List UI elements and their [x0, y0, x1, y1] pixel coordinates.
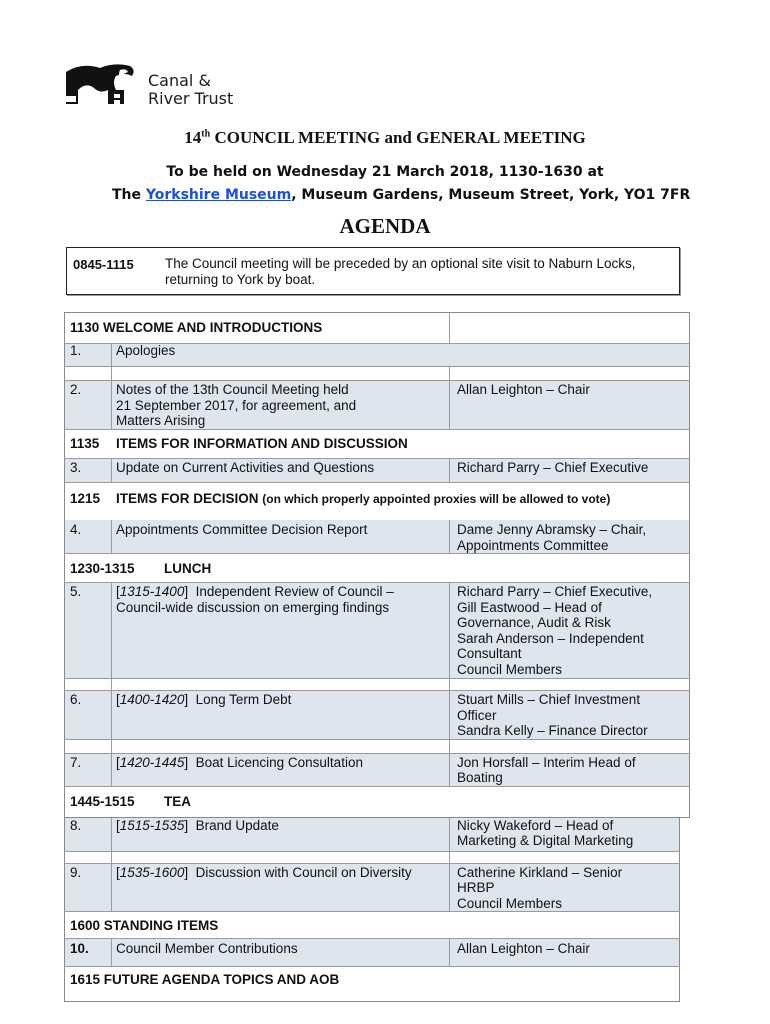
- item-9-time: 1535-1600: [119, 865, 185, 880]
- item-5-desc-1: [1315-1400] Independent Review of Council –: [116, 584, 394, 599]
- item-4-presenter-2: Appointments Committee: [457, 538, 609, 553]
- item-2-desc-1: Notes of the 13th Council Meeting held: [116, 382, 349, 397]
- item-5-presenter-2: Gill Eastwood – Head of: [457, 600, 602, 615]
- agenda-table: [64, 312, 690, 1002]
- logo-line-1: Canal &: [148, 71, 211, 90]
- item-9-desc-text: Discussion with Council on Diversity: [188, 865, 412, 880]
- title-ordinal: 14: [184, 128, 202, 147]
- item-7-desc: [1420-1445] Boat Licencing Consultation: [116, 755, 363, 770]
- title-superscript: th: [201, 128, 211, 140]
- item-5-presenter-5: Consultant: [457, 646, 522, 661]
- item-8-presenter-2: Marketing & Digital Marketing: [457, 833, 634, 848]
- item-7-time: 1420-1445: [119, 755, 185, 770]
- site-visit-line-2: returning to York by boat.: [165, 272, 316, 287]
- item-9-presenter-3: Council Members: [457, 896, 563, 911]
- item-6-presenter-2: Officer: [457, 708, 497, 723]
- item-8-presenter-1: Nicky Wakeford – Head of: [457, 818, 614, 833]
- item-4-number: 4.: [70, 522, 82, 537]
- item-9-presenter-2: HRBP: [457, 880, 495, 895]
- canal-river-trust-logo: [64, 60, 254, 110]
- page-title: [0, 128, 770, 148]
- site-visit-time: 0845-1115: [73, 257, 134, 272]
- item-5-desc-2: Council-wide discussion on emerging findings: [116, 600, 390, 615]
- item-4-desc: Appointments Committee Decision Report: [116, 522, 368, 537]
- section-decision: [116, 491, 610, 508]
- item-3-number: 3.: [70, 460, 82, 475]
- item-4-presenter-1: Dame Jenny Abramsky – Chair,: [457, 522, 647, 537]
- item-2-desc-2: 21 September 2017, for agreement, and: [116, 398, 357, 413]
- section-info-time: 1135: [70, 436, 100, 451]
- item-6-number: 6.: [70, 692, 82, 707]
- item-3-desc: Update on Current Activities and Questions: [116, 460, 375, 475]
- item-5-number: 5.: [70, 584, 82, 599]
- site-visit-description: [165, 256, 665, 288]
- item-1-number: 1.: [70, 343, 82, 358]
- lunch-label: LUNCH: [164, 561, 212, 576]
- item-8-number: 8.: [70, 818, 82, 833]
- item-3-presenter: Richard Parry – Chief Executive: [457, 460, 649, 475]
- item-5-presenter-4: Sarah Anderson – Independent: [457, 631, 644, 646]
- item-5-desc-1-text: Independent Review of Council –: [188, 584, 394, 599]
- item-8-time: 1515-1535: [119, 818, 185, 833]
- tea-label: TEA: [164, 794, 191, 809]
- agenda-heading: AGENDA: [339, 214, 431, 238]
- yorkshire-museum-link[interactable]: Yorkshire Museum: [145, 187, 292, 203]
- item-5-presenter-6: Council Members: [457, 662, 563, 677]
- item-7-presenter-2: Boating: [457, 770, 503, 785]
- item-5-presenter-3: Governance, Audit & Risk: [457, 615, 611, 630]
- item-6-time: 1400-1420: [119, 692, 185, 707]
- swan-logo-icon: [64, 60, 140, 110]
- meeting-date: To be held on Wednesday 21 March 2018, 1130-1630 at: [166, 164, 604, 180]
- item-9-number: 9.: [70, 865, 82, 880]
- section-decision-note: (on which properly appointed proxies will be allowed to vote): [262, 492, 611, 506]
- item-5-presenter-1: Richard Parry – Chief Executive,: [457, 584, 653, 599]
- item-6-desc-text: Long Term Debt: [188, 692, 292, 707]
- location-suffix: , Museum Gardens, Museum Street, York, YO1 7FR: [291, 187, 691, 203]
- item-10-number: 10.: [70, 941, 89, 956]
- site-visit-box: [66, 247, 680, 295]
- meeting-location: [112, 187, 690, 203]
- item-6-presenter-3: Sandra Kelly – Finance Director: [457, 723, 648, 738]
- item-5-time: 1315-1400: [119, 584, 185, 599]
- item-2-number: 2.: [70, 382, 82, 397]
- section-welcome: 1130 WELCOME AND INTRODUCTIONS: [70, 320, 323, 335]
- item-8-desc: [1515-1535] Brand Update: [116, 818, 279, 833]
- item-2-desc-3: Matters Arising: [116, 413, 206, 428]
- item-7-presenter-1: Jon Horsfall – Interim Head of: [457, 755, 636, 770]
- tea-time: 1445-1515: [70, 794, 135, 809]
- item-1-desc: Apologies: [116, 343, 176, 358]
- item-9-desc: [1535-1600] Discussion with Council on Diversity: [116, 865, 412, 880]
- item-10-desc: Council Member Contributions: [116, 941, 298, 956]
- title-text: COUNCIL MEETING and GENERAL MEETING: [210, 128, 586, 147]
- section-decision-time: 1215: [70, 491, 101, 506]
- item-10-presenter: Allan Leighton – Chair: [457, 941, 590, 956]
- location-prefix: The: [112, 187, 146, 203]
- section-standing: 1600 STANDING ITEMS: [70, 918, 219, 933]
- section-future: 1615 FUTURE AGENDA TOPICS AND AOB: [70, 972, 340, 987]
- section-decision-label: ITEMS FOR DECISION: [116, 491, 259, 506]
- item-7-number: 7.: [70, 755, 82, 770]
- section-info-label: ITEMS FOR INFORMATION AND DISCUSSION: [116, 436, 408, 451]
- item-9-presenter-1: Catherine Kirkland – Senior: [457, 865, 623, 880]
- item-8-desc-text: Brand Update: [188, 818, 279, 833]
- site-visit-line-1: The Council meeting will be preceded by an optional site visit to Naburn Locks,: [165, 256, 636, 271]
- item-6-presenter-1: Stuart Mills – Chief Investment: [457, 692, 641, 707]
- item-7-desc-text: Boat Licencing Consultation: [188, 755, 363, 770]
- item-6-desc: [1400-1420] Long Term Debt: [116, 692, 292, 707]
- item-2-presenter: Allan Leighton – Chair: [457, 382, 590, 397]
- lunch-time: 1230-1315: [70, 561, 135, 576]
- logo-line-2: River Trust: [148, 89, 234, 108]
